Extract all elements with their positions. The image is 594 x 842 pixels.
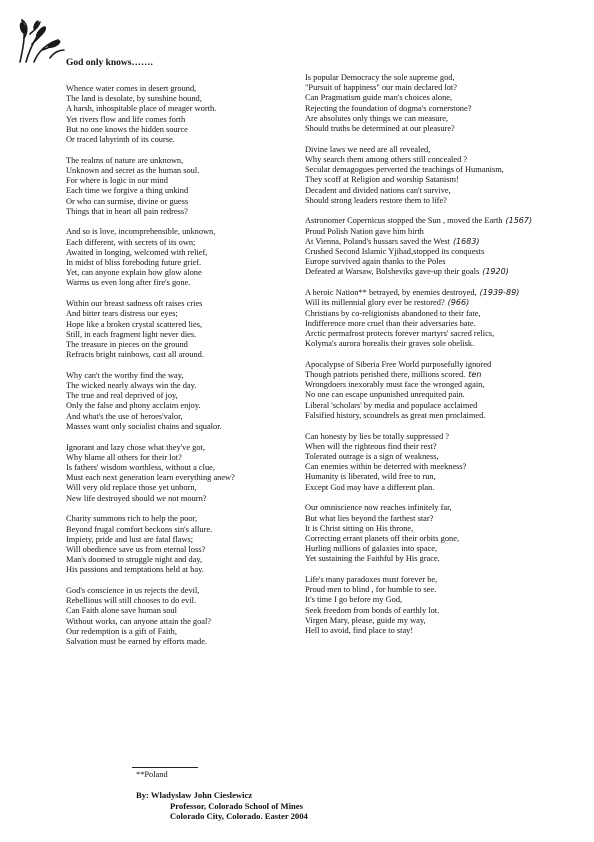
poem-line: Falsified history, scoundrels as great men proclaimed. xyxy=(305,410,486,420)
stanza xyxy=(305,288,589,349)
poem-line: Christians by co-religionists abandoned to their fate, xyxy=(305,308,481,318)
poem-line: Liberal 'scholars' by media and populace acclaimed xyxy=(305,400,478,410)
footnote: **Poland xyxy=(136,770,168,779)
poem-line: Hope like a broken crystal scattered lies, xyxy=(66,319,203,329)
poem-line: Whence water comes in desert ground, xyxy=(66,84,197,93)
author-byline xyxy=(136,790,308,822)
poem-line: Ignorant and lazy chose what they've got, xyxy=(66,442,205,452)
poem-line: Is fathers' wisdom worthless, without a clue, xyxy=(66,463,215,472)
poem-line: Charity summons rich to help the poor, xyxy=(66,514,198,524)
handwritten-annotation: (1939-89) xyxy=(479,288,520,298)
poem-line: Rejecting the foundation of dogma's cornerstone? xyxy=(305,103,472,113)
poem-line: For where is logic in our mind xyxy=(66,176,168,186)
poem-line xyxy=(305,216,589,226)
poem-line: Each different, with secrets of its own; xyxy=(66,237,196,247)
poem-line: Warms us even long after fire's gone. xyxy=(66,278,191,288)
poem-line: Virgen Mary, please, guide my way, xyxy=(305,615,426,625)
poem-line-text: Though patriots perished there, millions scored. xyxy=(305,370,466,380)
poem-line: Can honesty by lies be totally suppressed ? xyxy=(305,431,449,441)
poem-line: It is Christ sitting on His throne, xyxy=(305,523,414,533)
poem-line: Why search them among others still concealed ? xyxy=(305,154,468,164)
handwritten-annotation: (1920) xyxy=(482,267,509,277)
poem-line: Europe survived again thanks to the Poles xyxy=(305,257,446,267)
poem-line: Can enemies within be deterred with meekness? xyxy=(305,462,467,472)
poem-line: Correcting errant planets off their orbits gone, xyxy=(305,533,460,543)
handwritten-annotation: (966) xyxy=(447,298,470,308)
poem-line: Are absolutes only things we can measure, xyxy=(305,113,449,123)
stanza xyxy=(66,84,298,145)
poem-line: Awaited in longing, welcomed with relief, xyxy=(66,247,208,257)
poem-line: Only the false and phony acclaim enjoy. xyxy=(66,401,201,411)
stanza xyxy=(66,156,298,217)
poem-line: Must each next generation learn everything anew? xyxy=(66,473,235,483)
poem-line: Why can't the worthy find the way, xyxy=(66,370,184,380)
leaf-sketch-icon xyxy=(14,14,66,66)
stanza xyxy=(66,227,298,288)
poem-line: It's time I go before my God, xyxy=(305,595,403,605)
poem-line: Tolerated outrage is a sign of weakness, xyxy=(305,452,439,461)
poem-line: No one can escape unpunished unrequited pain. xyxy=(305,390,465,400)
stanza xyxy=(305,145,589,206)
poem-line: But what lies beyond the farthest star? xyxy=(305,513,434,523)
poem-line: Indifference more cruel than their adversaries hate. xyxy=(305,318,476,328)
poem-line: Impiety, pride and lust are fatal flaws; xyxy=(66,534,194,544)
poem-line: They scoff at Religion and worship Satanism! xyxy=(305,175,459,185)
poem-line: Yet sustaining the Faithful by His grace. xyxy=(305,554,440,564)
poem-line: Can Faith alone save human soul xyxy=(66,606,177,616)
poem-line: Our redemption is a gift of Faith, xyxy=(66,626,177,636)
poem-line: The true and real deprived of joy, xyxy=(66,391,178,401)
poem-line xyxy=(305,370,589,380)
author-name: By: Wladyslaw John Cieslewicz xyxy=(136,790,253,800)
poem-line: Beyond frugal comfort beckons sin's allure. xyxy=(66,524,213,534)
poem-line-text: Defeated at Warsaw, Bolsheviks gave-up their goals xyxy=(305,267,480,277)
poem-line: Unknown and secret as the human soul. xyxy=(66,165,200,175)
poem-line: Proud men to blind , for humble to see. xyxy=(305,585,437,595)
stanza xyxy=(305,503,589,564)
stanza xyxy=(66,299,298,360)
poem-line: Apocalypse of Siberia Free World purposefully ignored xyxy=(305,359,492,369)
poem-line: Each time we forgive a thing unkind xyxy=(66,186,189,196)
poem-line: God's conscience in us rejects the devil, xyxy=(66,586,200,596)
stanza xyxy=(305,216,589,277)
handwritten-annotation: (1683) xyxy=(452,236,480,246)
poem-line: Will obedience save us from eternal loss? xyxy=(66,544,206,554)
poem-line: The treasure in pieces on the ground xyxy=(66,339,188,349)
handwritten-annotation: ten xyxy=(468,370,482,380)
poem-title: God only knows……. xyxy=(66,58,153,68)
poem-line: Should strong leaders restore them to life? xyxy=(305,195,447,205)
poem-line: Rebellious will still chooses to do evil. xyxy=(66,596,197,606)
poem-line: Can Pragmatism guide man's choices alone, xyxy=(305,93,453,103)
poem-line: New life destroyed should we not mourn? xyxy=(66,493,207,503)
stanza xyxy=(305,432,589,493)
poem-line: Kolyma's aurora borealis their graves sole obelisk. xyxy=(305,339,475,349)
poem-line: Should truths be determined at our pleasure? xyxy=(305,124,455,134)
poem-line: Is popular Democracy the sole supreme god, xyxy=(305,73,455,82)
stanza xyxy=(305,360,589,421)
poem-line: "Pursuit of happiness" our main declared lot? xyxy=(305,83,457,93)
poem-line: Things that in heart all pain redress? xyxy=(66,206,188,216)
poem-line: His passions and temptations held at bay. xyxy=(66,565,204,575)
poem-line: Hurling millions of galaxies into space, xyxy=(305,544,438,554)
author-location-date: Colorado City, Colorado. Easter 2004 xyxy=(170,811,308,822)
poem-line: The wicked nearly always win the day. xyxy=(66,381,197,391)
poem-line: Decadent and divided nations can't survive, xyxy=(305,185,451,195)
poem-line: Or traced labyrinth of its course. xyxy=(66,135,175,145)
poem-line-text: Will its millennial glory ever be restored? xyxy=(305,298,445,308)
poem-right-column xyxy=(305,73,589,647)
poem-line: Yet rivers flow and life comes forth xyxy=(66,114,186,124)
poem-line: Proud Polish Nation gave him birth xyxy=(305,226,424,236)
poem-line: Refracts bright rainbows, cast all around. xyxy=(66,350,204,360)
poem-line: Secular demagogues perverted the teachings of Humanism, xyxy=(305,165,504,175)
stanza xyxy=(66,443,298,504)
poem-line: Masses want only socialist chains and squalor. xyxy=(66,421,222,431)
poem-line: When will the righteous find their rest? xyxy=(305,441,437,451)
poem-line-text: Astronomer Copernicus stopped the Sun , moved the Earth xyxy=(305,216,503,226)
handwritten-annotation: (1567) xyxy=(505,216,533,226)
poem-line: A harsh, inhospitable place of meager worth. xyxy=(66,104,217,114)
poem-line: Divine laws we need are all revealed, xyxy=(305,144,431,154)
poem-line: Arctic permafrost protects forever martyrs' sacred relics, xyxy=(305,328,495,338)
poem-line: Except God may have a different plan. xyxy=(305,482,435,492)
poem-line: Our omniscience now reaches infinitely far, xyxy=(305,503,452,513)
poem-line: Will very old replace those yet unborn, xyxy=(66,483,197,493)
poem-line: But no one knows the hidden source xyxy=(66,124,188,134)
poem-line: Within our breast sadness oft raises cries xyxy=(66,299,203,309)
poem-line-text: At Vienna, Poland's hussars saved the West xyxy=(305,236,450,246)
poem-line: Crushed Second Islamic Yjihad,stopped its conquests xyxy=(305,247,485,257)
poem-line: Still, in each fragment light never dies. xyxy=(66,329,197,339)
stanza xyxy=(66,586,298,647)
poem-line: Wrongdoers inexorably must face the wronged again, xyxy=(305,380,485,390)
poem-line: Why blame all others for their lot? xyxy=(66,452,182,462)
poem-line: And so is love, incomprehensible, unknown, xyxy=(66,227,216,237)
stanza xyxy=(66,371,298,432)
poem-line: And bitter tears distress our eyes; xyxy=(66,309,178,319)
poem-line xyxy=(305,298,589,308)
stanza xyxy=(66,514,298,575)
poem-line: The realms of nature are unknown, xyxy=(66,155,184,165)
poem-line: Man's doomed to struggle night and day, xyxy=(66,555,203,565)
poem-line: Or who can surmise, divine or guess xyxy=(66,196,189,206)
poem-line: Humanity is liberated, wild free to run, xyxy=(305,472,436,482)
poem-line: Hell to avoid, find place to stay! xyxy=(305,626,414,636)
poem-line: Without works, can anyone attain the goal? xyxy=(66,616,212,626)
stanza xyxy=(305,575,589,636)
author-affiliation: Professor, Colorado School of Mines xyxy=(170,800,303,811)
poem-line xyxy=(305,237,589,247)
poem-line: Seek freedom from bonds of earthly lot. xyxy=(305,605,440,615)
poem-line xyxy=(305,267,589,277)
stanza xyxy=(305,73,589,134)
poem-line xyxy=(305,288,589,298)
poem-line: Yet, can anyone explain how glow alone xyxy=(66,268,202,278)
poem-line: And what's the use of heroes'valor, xyxy=(66,411,183,421)
poem-line: The land is desolate, by sunshine bound, xyxy=(66,94,202,104)
poem-line: In midst of bliss foreboding future grief. xyxy=(66,258,202,268)
poem-line: Salvation must be earned by efforts made. xyxy=(66,637,208,647)
poem-left-column xyxy=(66,84,298,658)
poem-line-text: A heroic Nation** betrayed, by enemies destroyed, xyxy=(305,288,477,298)
poem-line: Life's many paradoxes must forever be, xyxy=(305,575,438,585)
